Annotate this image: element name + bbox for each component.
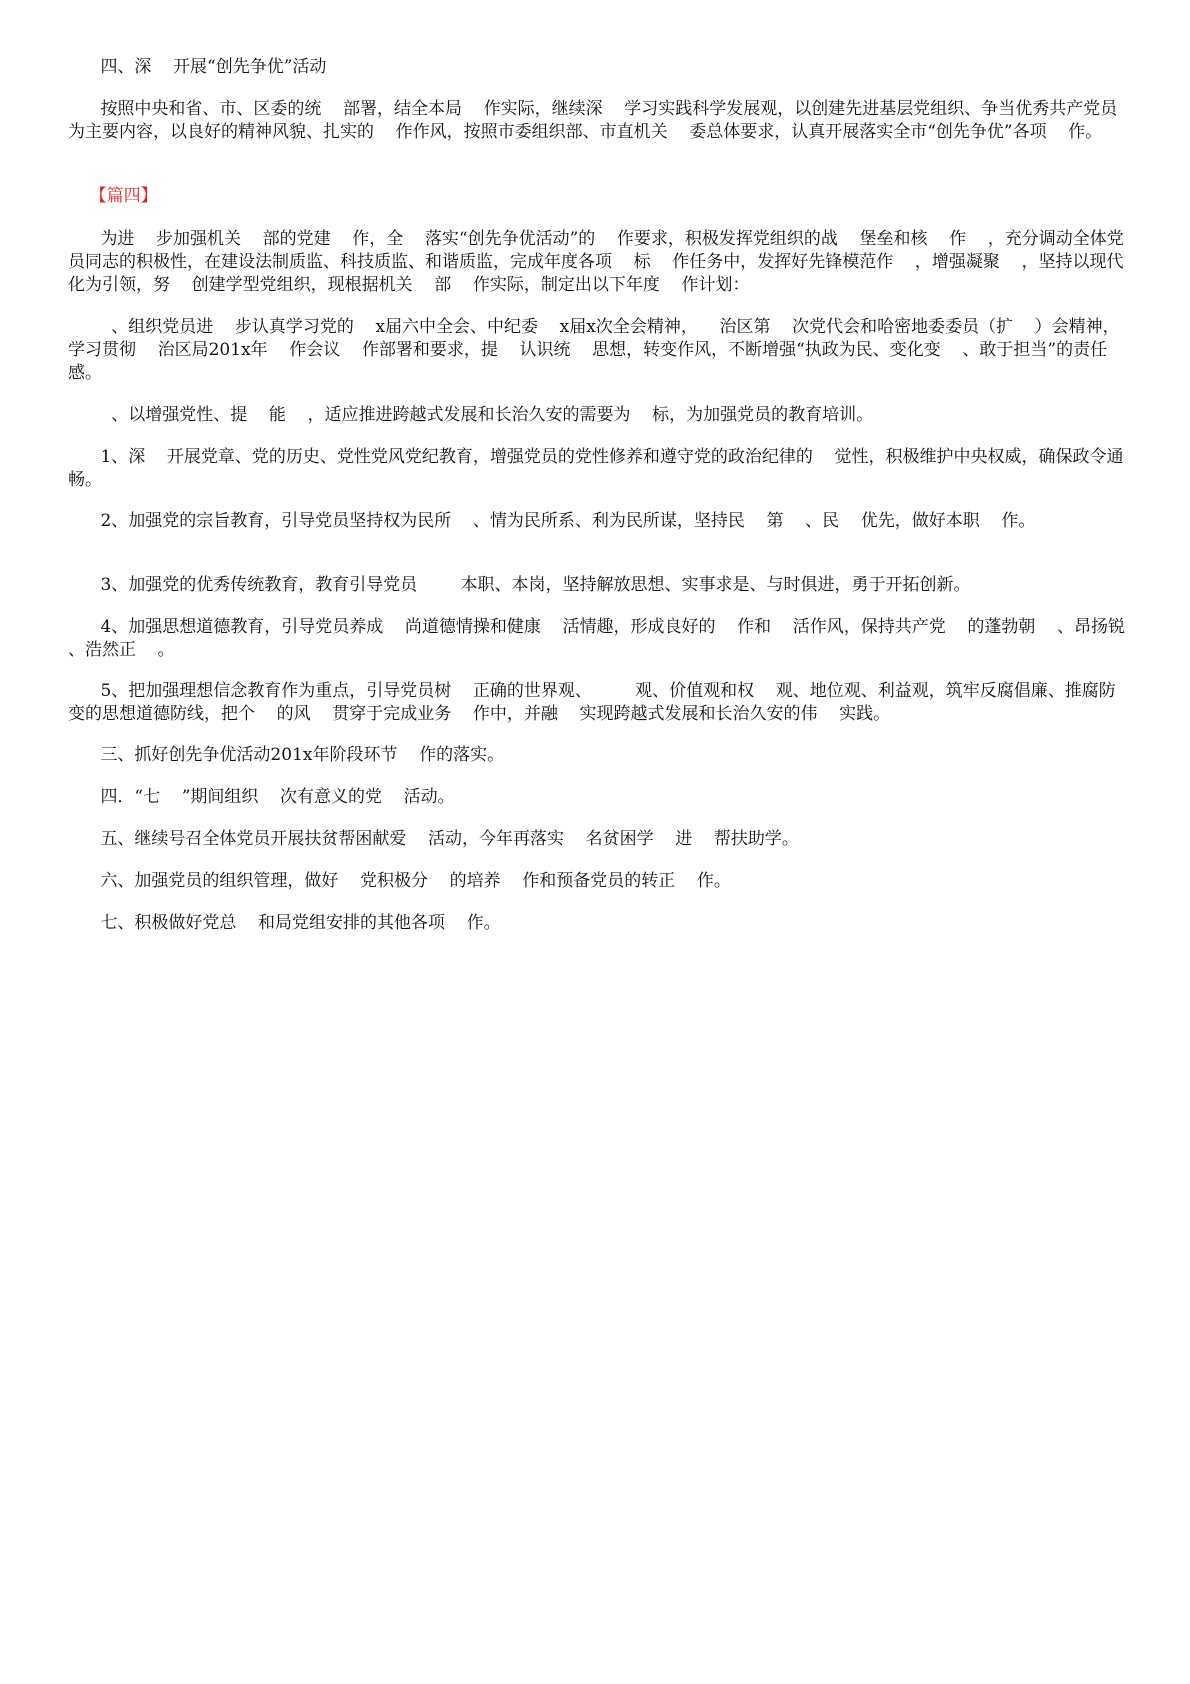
paragraph-subitem-1: 1、深 开展党章、党的历史、党性党风党纪教育，增强党员的党性修养和遵守党的政治纪律的 觉性，积极维护中央权威，确保政令通畅。 xyxy=(68,447,1124,490)
paragraph-item-three: 三、抓好创先争优活动201x年阶段环节 作的落实。 xyxy=(68,745,505,765)
paragraph-subitem-4: 4、加强思想道德教育，引导党员养成 尚道德情操和健康 活情趣，形成良好的 作和 活作风，保持共产党 的蓬勃朝 、昂扬锐 、浩然正 。 xyxy=(68,617,1147,660)
paragraph-subitem-3: 3、加强党的优秀传统教育，教育引导党员 本职、本岗，坚持解放思想、实事求是、与时俱进，勇于开拓创新。 xyxy=(68,575,971,595)
paragraph-heading-four: 四、深 开展“创先争优”活动 xyxy=(68,57,327,77)
paragraph-item-six: 六、加强党员的组织管理，做好 党积极分 的培养 作和预备党员的转正 作。 xyxy=(68,871,731,891)
paragraph-item-one: 、组织党员进 步认真学习党的 x届六中全会、中纪委 x届x次全会精神， 治区第 次党代会和哈密地委委员（扩 ）会精神，学习贯彻 治区局201x年 作会议 作部署和要求，提 认识统 思想，转变作风，不断增强“执政为民、变化变 、敢于担当”的责任感。 xyxy=(68,317,1120,383)
paragraph-item-five: 五、继续号召全体党员开展扶贫帮困献爱 活动，今年再落实 名贫困学 进 帮扶助学。 xyxy=(68,829,799,849)
paragraph-item-two: 、以增强党性、提 能 ，适应推进跨越式发展和长治久安的需要为 标，为加强党员的教育培训。 xyxy=(68,405,874,425)
paragraph-subitem-5: 5、把加强理想信念教育作为重点，引导党员树 正确的世界观、 观、价值观和权 观、地位观、利益观，筑牢反腐倡廉、推腐防变的思想道德防线，把个 的风 贯穿于完成业务 作中，并融 实现跨越式发展和长治久安的伟 实践。 xyxy=(68,681,1116,724)
paragraph-item-four: 四．“七 ”期间组织 次有意义的党 活动。 xyxy=(68,787,455,807)
paragraph-item-seven: 七、积极做好党总 和局党组安排的其他各项 作。 xyxy=(68,913,501,933)
section-title-part-four: 【篇四】 xyxy=(68,186,158,206)
paragraph-intro: 按照中央和省、市、区委的统 部署，结全本局 作实际，继续深 学习实践科学发展观，以创建先进基层党组织、争当优秀共产党员为主要内容，以良好的精神风貌、扎实的 作作风，按照市委组织部、市直机关 委总体要求，认真开展落实全市“创先争优”各项 作。 xyxy=(68,99,1118,142)
paragraph-subitem-2: 2、加强党的宗旨教育，引导党员坚持权为民所 、情为民所系、利为民所谋，坚持民 第 、民 优先，做好本职 作。 xyxy=(68,511,1036,531)
paragraph-preface: 为进 步加强机关 部的党建 作，全 落实“创先争优活动”的 作要求，积极发挥党组织的战 堡垒和核 作 ，充分调动全体党员同志的积极性，在建设法制质监、科技质监、和谐质监，完成年度各项 标 作任务中，发挥好先锋模范作 ，增强凝聚 ，坚持以现代 化为引领，努 创建学型党组织，现根据机关 部 作实际，制定出以下年度 作计划： xyxy=(68,229,1146,295)
